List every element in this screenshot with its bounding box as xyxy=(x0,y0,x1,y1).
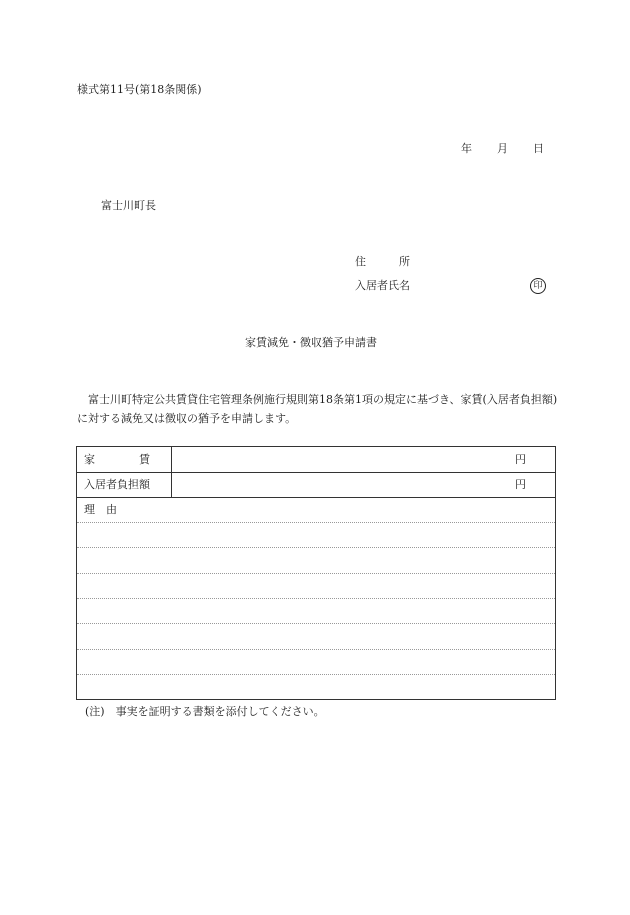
reason-line xyxy=(77,573,555,574)
footnote: (注) 事実を証明する書類を添付してください。 xyxy=(85,705,325,718)
reason-line xyxy=(77,547,555,548)
form-number: 様式第11号(第18条関係) xyxy=(77,83,202,96)
seal-mark: 印 xyxy=(530,278,546,294)
table-row-divider xyxy=(77,472,555,473)
address-label: 住 所 xyxy=(355,255,410,268)
reason-line xyxy=(77,623,555,624)
reason-label: 理 由 xyxy=(84,503,117,516)
date-day-label: 日 xyxy=(533,142,544,155)
reason-line xyxy=(77,598,555,599)
reason-line xyxy=(77,522,555,523)
date-year-label: 年 xyxy=(461,142,472,155)
rent-unit: 円 xyxy=(515,453,526,466)
reason-line xyxy=(77,649,555,650)
burden-unit: 円 xyxy=(515,478,526,491)
reason-line xyxy=(77,674,555,675)
table-row-divider xyxy=(77,497,555,498)
date-month-label: 月 xyxy=(497,142,508,155)
application-table xyxy=(76,446,556,700)
rent-label: 家 賃 xyxy=(84,453,150,466)
name-label: 入居者氏名 xyxy=(355,279,410,292)
document-title: 家賃減免・徴収猶予申請書 xyxy=(245,336,377,349)
burden-label: 入居者負担額 xyxy=(84,478,150,491)
addressee: 富士川町長 xyxy=(101,199,156,212)
body-paragraph: 富士川町特定公共賃貸住宅管理条例施行規則第18条第1項の規定に基づき、家賃(入居者負担額)に対する減免又は徴収の猶予を申請します。 xyxy=(77,393,558,425)
